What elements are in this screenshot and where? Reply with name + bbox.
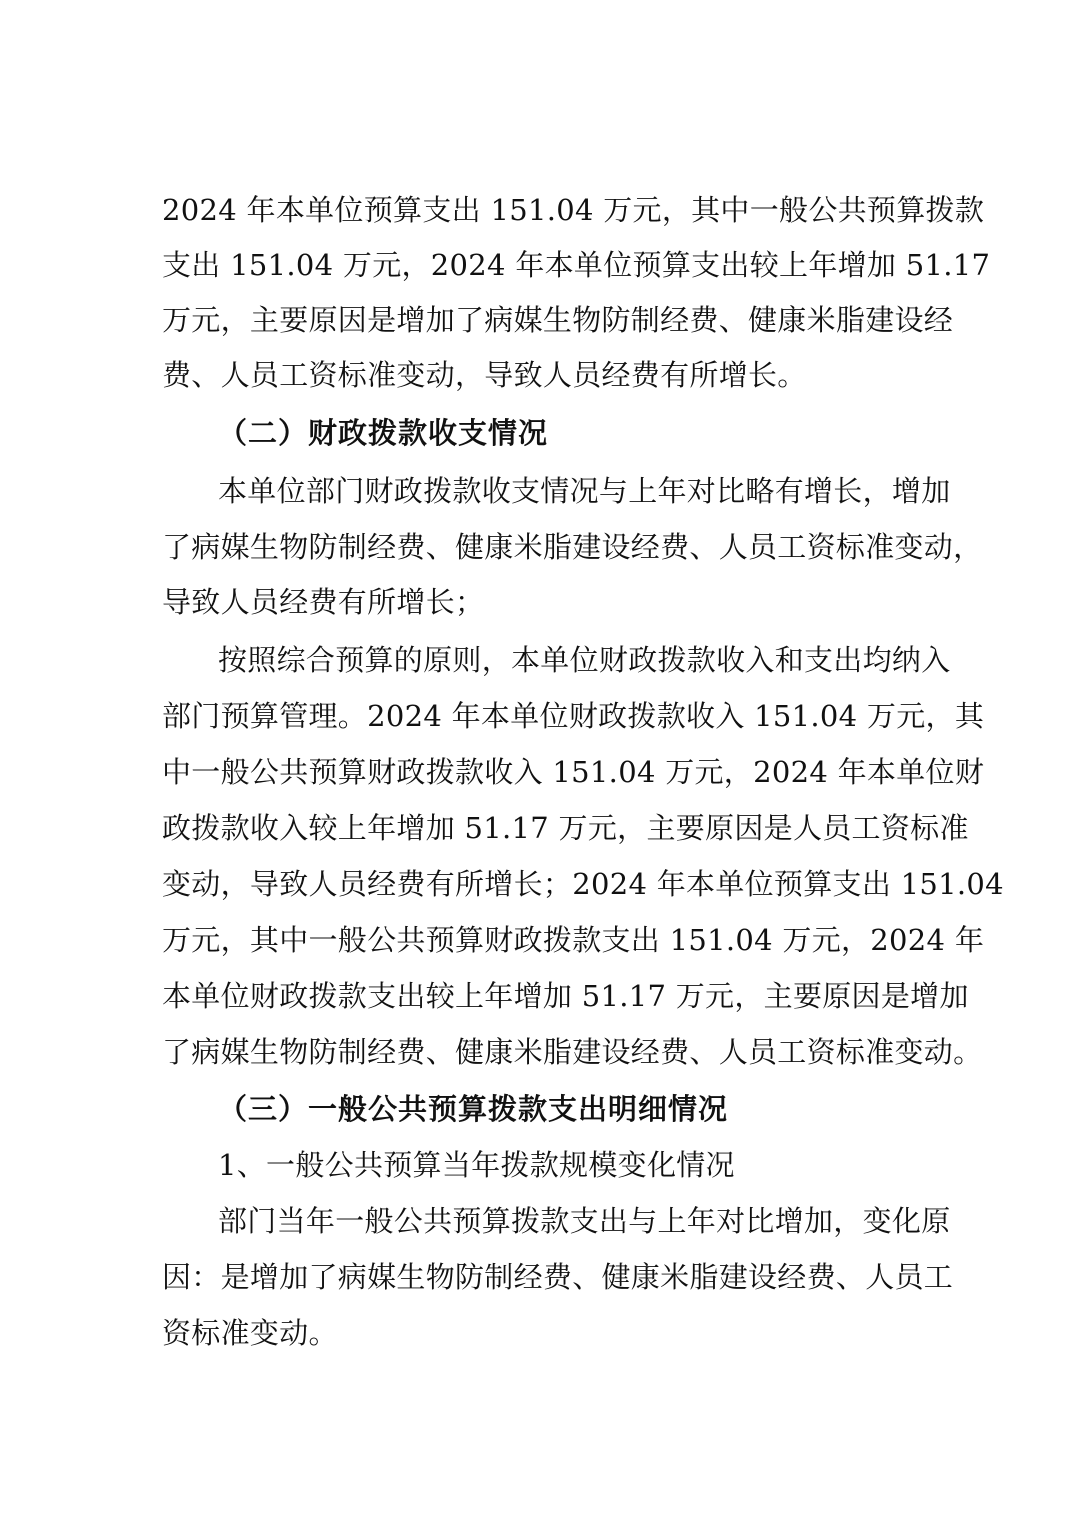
paragraph-line: 政拨款收入较上年增加 51.17 万元，主要原因是人员工资标准 (162, 811, 969, 845)
paragraph-line: 了病媒生物防制经费、健康米脂建设经费、人员工资标准变动。 (162, 1035, 983, 1069)
paragraph-line: 2024 年本单位预算支出 151.04 万元，其中一般公共预算拨款 (162, 193, 985, 227)
paragraph-line: 本单位部门财政拨款收支情况与上年对比略有增长，增加 (218, 474, 951, 508)
paragraph-line: 部门预算管理。2024 年本单位财政拨款收入 151.04 万元，其 (162, 699, 985, 733)
paragraph-line: 资标准变动。 (162, 1316, 338, 1350)
paragraph-line: 了病媒生物防制经费、健康米脂建设经费、人员工资标准变动， (162, 530, 983, 564)
paragraph-line: 因：是增加了病媒生物防制经费、健康米脂建设经费、人员工 (162, 1260, 954, 1294)
paragraph-line: 本单位财政拨款支出较上年增加 51.17 万元，主要原因是增加 (162, 979, 969, 1013)
paragraph-line: 费、人员工资标准变动，导致人员经费有所增长。 (162, 358, 807, 392)
section-heading: （三）一般公共预算拨款支出明细情况 (218, 1092, 729, 1126)
paragraph-line: 万元，其中一般公共预算财政拨款支出 151.04 万元，2024 年 (162, 923, 985, 957)
paragraph-line: 万元，主要原因是增加了病媒生物防制经费、健康米脂建设经 (162, 303, 954, 337)
paragraph-line: 支出 151.04 万元，2024 年本单位预算支出较上年增加 51.17 (162, 248, 991, 282)
paragraph-line: 中一般公共预算财政拨款收入 151.04 万元，2024 年本单位财 (162, 755, 985, 789)
paragraph-line: 按照综合预算的原则，本单位财政拨款收入和支出均纳入 (218, 643, 951, 677)
paragraph-line: 变动，导致人员经费有所增长；2024 年本单位预算支出 151.04 (162, 867, 1004, 901)
paragraph-line: 部门当年一般公共预算拨款支出与上年对比增加，变化原 (218, 1204, 951, 1238)
paragraph-line: 导致人员经费有所增长； (162, 585, 485, 619)
list-item-heading: 1、一般公共预算当年拨款规模变化情况 (218, 1148, 735, 1182)
section-heading: （二）财政拨款收支情况 (218, 416, 549, 450)
